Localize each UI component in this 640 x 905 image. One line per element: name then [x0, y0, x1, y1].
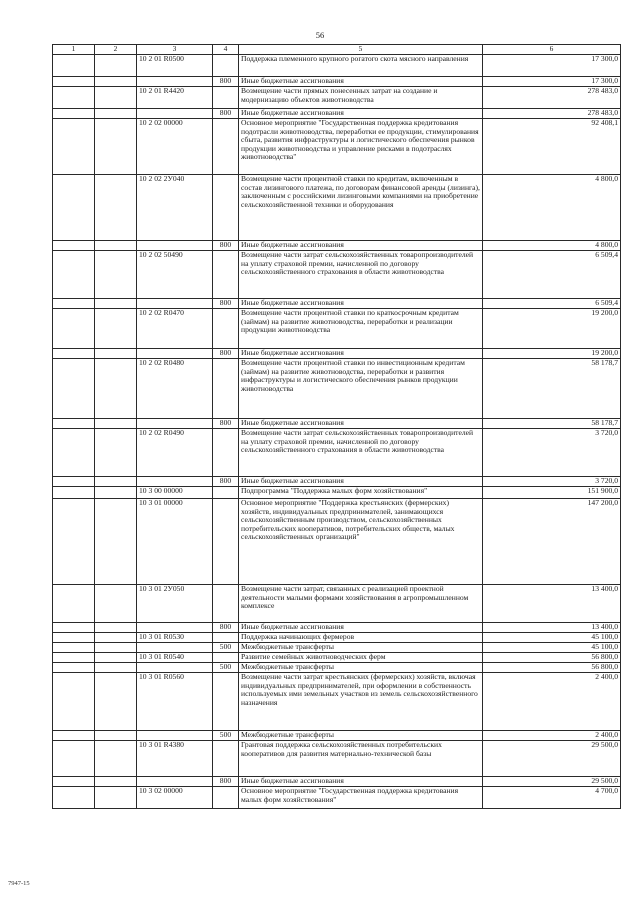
cell-expense-type: [213, 741, 239, 777]
cell-col2: [95, 663, 137, 673]
cell-code: 10 2 02 R0480: [137, 359, 213, 419]
cell-expense-type: 800: [213, 109, 239, 119]
cell-expense-type: [213, 309, 239, 349]
cell-name: Иные бюджетные ассигнования: [239, 77, 483, 87]
cell-expense-type: 800: [213, 477, 239, 487]
cell-amount: 3 720,0: [483, 477, 621, 487]
cell-amount: 6 509,4: [483, 251, 621, 299]
cell-name: Подпрограмма "Поддержка малых форм хозяйствования": [239, 487, 483, 499]
column-header: 1: [53, 45, 95, 55]
cell-expense-type: 800: [213, 77, 239, 87]
cell-col1: [53, 299, 95, 309]
cell-amount: 17 300,0: [483, 55, 621, 77]
column-header: 2: [95, 45, 137, 55]
cell-col1: [53, 499, 95, 585]
table-row: [53, 309, 621, 349]
cell-expense-type: [213, 359, 239, 419]
cell-col2: [95, 643, 137, 653]
cell-col2: [95, 419, 137, 429]
column-header: 6: [483, 45, 621, 55]
cell-amount: 2 400,0: [483, 673, 621, 731]
cell-name: Иные бюджетные ассигнования: [239, 241, 483, 251]
cell-code: [137, 777, 213, 787]
cell-name: Иные бюджетные ассигнования: [239, 477, 483, 487]
cell-col1: [53, 119, 95, 175]
cell-name: Возмещение части процентной ставки по краткосрочным кредитам (займам) на развитие животноводства, переработки и реализации продукции животноводства: [239, 309, 483, 349]
cell-col2: [95, 487, 137, 499]
cell-col2: [95, 585, 137, 623]
cell-col2: [95, 77, 137, 87]
cell-name: Основное мероприятие "Поддержка крестьянских (фермерских) хозяйств, индивидуальных предпринимателей, занимающихся сельскохозяйственным производством, сельскохозяйственных потребительских кооперативов, потребительских обществ, малых сельскохозяйственных организаций": [239, 499, 483, 585]
budget-table: [52, 44, 621, 809]
cell-expense-type: 800: [213, 623, 239, 633]
cell-code: [137, 623, 213, 633]
table-row: [53, 55, 621, 77]
cell-name: Иные бюджетные ассигнования: [239, 623, 483, 633]
cell-col1: [53, 251, 95, 299]
cell-name: Возмещение части затрат, связанных с реализацией проектной деятельности малыми формами хозяйствования в агропромышленном комплексе: [239, 585, 483, 623]
cell-amount: 4 700,0: [483, 787, 621, 809]
cell-amount: 92 408,1: [483, 119, 621, 175]
cell-expense-type: 500: [213, 663, 239, 673]
cell-col2: [95, 241, 137, 251]
cell-col2: [95, 499, 137, 585]
cell-name: Возмещение части затрат крестьянских (фермерских) хозяйств, включая индивидуальных предпринимателей, при оформлении в собственность используемых ими земельных участков из земель сельскохозяйственного назначения: [239, 673, 483, 731]
cell-col1: [53, 633, 95, 643]
cell-name: Межбюджетные трансферты: [239, 663, 483, 673]
cell-col1: [53, 77, 95, 87]
cell-amount: 2 400,0: [483, 731, 621, 741]
cell-code: [137, 643, 213, 653]
cell-name: Возмещение части затрат сельскохозяйственных товаропроизводителей на уплату страховой премии, начисленной по договору сельскохозяйственного страхования в области животноводства: [239, 429, 483, 477]
cell-col2: [95, 623, 137, 633]
cell-col2: [95, 251, 137, 299]
cell-col1: [53, 653, 95, 663]
table-header-row: [53, 45, 621, 55]
cell-col1: [53, 349, 95, 359]
cell-expense-type: [213, 175, 239, 241]
table-row: [53, 487, 621, 499]
cell-name: Основное мероприятие "Государственная поддержка кредитования подотрасли животноводства, переработки ее продукции, стимулирования сбыта, развития инфраструктуры и логистического обеспечения рынков продукции животноводства и управление рисками в подотраслях животноводства": [239, 119, 483, 175]
cell-expense-type: [213, 585, 239, 623]
cell-name: Иные бюджетные ассигнования: [239, 299, 483, 309]
cell-name: Возмещение части прямых понесенных затрат на создание и модернизацию объектов животноводства: [239, 87, 483, 109]
cell-col2: [95, 309, 137, 349]
cell-expense-type: [213, 787, 239, 809]
cell-code: [137, 731, 213, 741]
cell-amount: 56 800,0: [483, 653, 621, 663]
cell-expense-type: [213, 429, 239, 477]
table-row: [53, 349, 621, 359]
table-row: [53, 429, 621, 477]
table-row: [53, 419, 621, 429]
cell-code: 10 3 00 00000: [137, 487, 213, 499]
cell-code: 10 3 01 R0540: [137, 653, 213, 663]
cell-code: 10 2 02 50490: [137, 251, 213, 299]
cell-expense-type: [213, 487, 239, 499]
cell-name: Иные бюджетные ассигнования: [239, 777, 483, 787]
cell-col1: [53, 731, 95, 741]
table-row: [53, 643, 621, 653]
cell-amount: 45 100,0: [483, 633, 621, 643]
cell-amount: 29 500,0: [483, 777, 621, 787]
cell-amount: 29 500,0: [483, 741, 621, 777]
cell-col1: [53, 585, 95, 623]
cell-code: 10 2 02 R0490: [137, 429, 213, 477]
cell-code: 10 3 01 R0560: [137, 673, 213, 731]
cell-code: [137, 349, 213, 359]
table-row: [53, 477, 621, 487]
table-row: [53, 633, 621, 643]
cell-amount: 4 800,0: [483, 175, 621, 241]
cell-col2: [95, 653, 137, 663]
cell-amount: 13 400,0: [483, 585, 621, 623]
cell-name: Иные бюджетные ассигнования: [239, 349, 483, 359]
table-row: [53, 741, 621, 777]
table-row: [53, 731, 621, 741]
cell-amount: 147 200,0: [483, 499, 621, 585]
cell-col2: [95, 731, 137, 741]
cell-expense-type: 800: [213, 241, 239, 251]
cell-col2: [95, 633, 137, 643]
cell-name: Возмещение части процентной ставки по кредитам, включенным в состав лизингового платежа, по договорам финансовой аренды (лизинга), заключенным с российскими лизинговыми компаниями на приобретение сельскохозяйственной техники и оборудования: [239, 175, 483, 241]
cell-code: 10 2 01 R0500: [137, 55, 213, 77]
cell-col2: [95, 109, 137, 119]
cell-amount: 58 178,7: [483, 419, 621, 429]
cell-col2: [95, 673, 137, 731]
cell-code: [137, 241, 213, 251]
cell-col2: [95, 741, 137, 777]
table-row: [53, 653, 621, 663]
cell-col1: [53, 55, 95, 77]
table-row: [53, 241, 621, 251]
cell-code: [137, 77, 213, 87]
cell-col2: [95, 777, 137, 787]
table-row: [53, 787, 621, 809]
cell-amount: 278 483,0: [483, 109, 621, 119]
cell-col1: [53, 787, 95, 809]
cell-col2: [95, 119, 137, 175]
cell-amount: 278 483,0: [483, 87, 621, 109]
cell-code: 10 3 02 00000: [137, 787, 213, 809]
cell-expense-type: 800: [213, 349, 239, 359]
cell-col2: [95, 787, 137, 809]
cell-col2: [95, 55, 137, 77]
table-body: [53, 55, 621, 809]
cell-code: 10 2 01 R4420: [137, 87, 213, 109]
cell-col1: [53, 175, 95, 241]
footer-code: 7947-15: [8, 880, 30, 887]
cell-amount: 17 300,0: [483, 77, 621, 87]
cell-col1: [53, 741, 95, 777]
table-row: [53, 623, 621, 633]
table-row: [53, 777, 621, 787]
column-header: 4: [213, 45, 239, 55]
cell-amount: 6 509,4: [483, 299, 621, 309]
table-row: [53, 175, 621, 241]
cell-col2: [95, 299, 137, 309]
cell-col1: [53, 87, 95, 109]
cell-code: [137, 477, 213, 487]
cell-amount: 19 200,0: [483, 309, 621, 349]
cell-col2: [95, 429, 137, 477]
cell-name: Межбюджетные трансферты: [239, 643, 483, 653]
column-header: 5: [239, 45, 483, 55]
cell-col2: [95, 477, 137, 487]
cell-name: Иные бюджетные ассигнования: [239, 109, 483, 119]
table-row: [53, 359, 621, 419]
cell-code: 10 2 02 00000: [137, 119, 213, 175]
cell-expense-type: [213, 673, 239, 731]
cell-code: 10 2 02 R0470: [137, 309, 213, 349]
cell-amount: 151 900,0: [483, 487, 621, 499]
cell-amount: 58 178,7: [483, 359, 621, 419]
cell-expense-type: [213, 653, 239, 663]
cell-name: Возмещение части процентной ставки по инвестиционным кредитам (займам) на развитие животноводства, переработки и развития инфраструктуры и логистического обеспечения рынков продукции животноводства: [239, 359, 483, 419]
cell-expense-type: [213, 251, 239, 299]
cell-name: Развитие семейных животноводческих ферм: [239, 653, 483, 663]
cell-code: [137, 299, 213, 309]
cell-col1: [53, 477, 95, 487]
table-row: [53, 77, 621, 87]
cell-col1: [53, 241, 95, 251]
cell-amount: 13 400,0: [483, 623, 621, 633]
table-row: [53, 499, 621, 585]
column-header: 3: [137, 45, 213, 55]
cell-col1: [53, 359, 95, 419]
cell-expense-type: 500: [213, 643, 239, 653]
cell-col1: [53, 487, 95, 499]
cell-col2: [95, 359, 137, 419]
cell-col1: [53, 643, 95, 653]
cell-col1: [53, 109, 95, 119]
table-row: [53, 299, 621, 309]
cell-name: Возмещение части затрат сельскохозяйственных товаропроизводителей на уплату страховой премии, начисленной по договору сельскохозяйственного страхования в области животноводства: [239, 251, 483, 299]
cell-code: [137, 109, 213, 119]
cell-amount: 45 100,0: [483, 643, 621, 653]
cell-col1: [53, 309, 95, 349]
cell-amount: 3 720,0: [483, 429, 621, 477]
cell-name: Грантовая поддержка сельскохозяйственных потребительских кооперативов для развития материально-технической базы: [239, 741, 483, 777]
cell-name: Межбюджетные трансферты: [239, 731, 483, 741]
table-row: [53, 119, 621, 175]
table-row: [53, 585, 621, 623]
cell-code: 10 2 02 2У040: [137, 175, 213, 241]
cell-col1: [53, 623, 95, 633]
table-row: [53, 673, 621, 731]
table-row: [53, 109, 621, 119]
cell-col1: [53, 777, 95, 787]
cell-col2: [95, 87, 137, 109]
cell-expense-type: 800: [213, 299, 239, 309]
cell-code: [137, 663, 213, 673]
cell-name: Основное мероприятие "Государственная поддержка кредитования малых форм хозяйствования": [239, 787, 483, 809]
cell-col2: [95, 349, 137, 359]
cell-expense-type: 500: [213, 731, 239, 741]
cell-col2: [95, 175, 137, 241]
table-row: [53, 251, 621, 299]
cell-name: Поддержка начинающих фермеров: [239, 633, 483, 643]
page-number: 56: [315, 30, 325, 40]
cell-col1: [53, 673, 95, 731]
cell-code: 10 3 01 2У050: [137, 585, 213, 623]
cell-col1: [53, 663, 95, 673]
cell-expense-type: [213, 633, 239, 643]
cell-name: Иные бюджетные ассигнования: [239, 419, 483, 429]
cell-col1: [53, 429, 95, 477]
cell-expense-type: 800: [213, 777, 239, 787]
cell-amount: 56 800,0: [483, 663, 621, 673]
cell-code: [137, 419, 213, 429]
cell-expense-type: [213, 55, 239, 77]
cell-expense-type: 800: [213, 419, 239, 429]
table-row: [53, 663, 621, 673]
cell-col1: [53, 419, 95, 429]
cell-code: 10 3 01 R0530: [137, 633, 213, 643]
cell-amount: 19 200,0: [483, 349, 621, 359]
cell-code: 10 3 01 R4380: [137, 741, 213, 777]
cell-name: Поддержка племенного крупного рогатого скота мясного направления: [239, 55, 483, 77]
cell-amount: 4 800,0: [483, 241, 621, 251]
cell-expense-type: [213, 119, 239, 175]
table-row: [53, 87, 621, 109]
cell-expense-type: [213, 87, 239, 109]
cell-expense-type: [213, 499, 239, 585]
cell-code: 10 3 01 00000: [137, 499, 213, 585]
